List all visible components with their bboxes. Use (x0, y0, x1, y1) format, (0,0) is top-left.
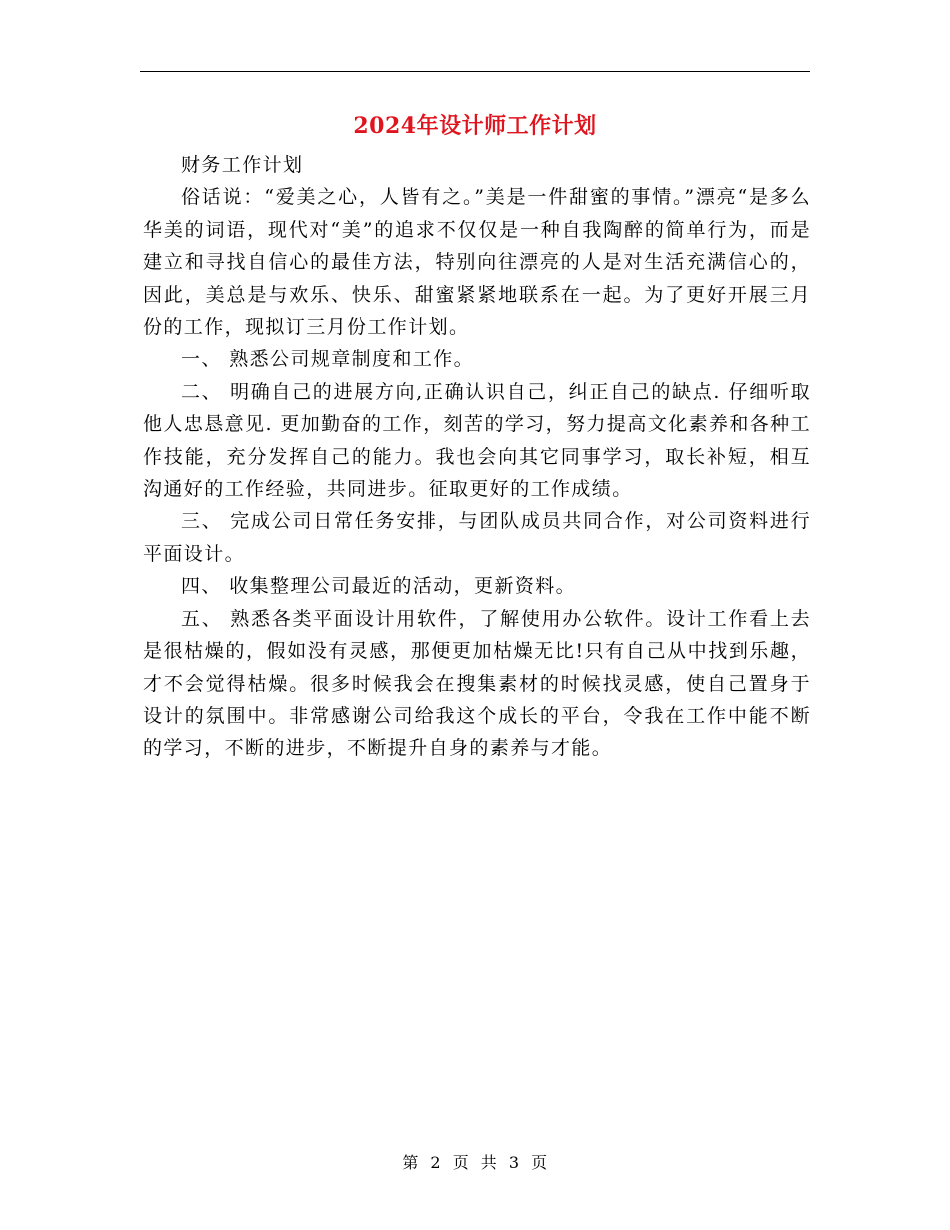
page-number: 第 2 页 共 3 页 (402, 1153, 548, 1172)
paragraph-item-4: 四、 收集整理公司最近的活动，更新资料。 (181, 575, 577, 598)
paragraph-subtitle: 财务工作计划 (181, 154, 304, 176)
paragraph-item-2: 二、 明确自己的进展方向,正确认识自己，纠正自己的缺点. 仔细听取他人忠恳意见. 更加勤奋的工作，刻苦的学习，努力提高文化素养和各种工作技能，充分发挥自己的能力。我也会向其它同事学习，取长补短，相互沟通好的工作经验，共同进步。征取更好的工作成绩。 (143, 380, 811, 501)
paragraph-intro: 俗话说：“爱美之心，人皆有之。”美是一件甜蜜的事情。”漂亮“是多么华美的词语，现代对“美”的追求不仅仅是一种自我陶醉的简单行为，而是建立和寻找自信心的最佳方法，特别向往漂亮的人是对生活充满信心的，因此，美总是与欢乐、快乐、甜蜜紧紧地联系在一起。为了更好开展三月份的工作，现拟订三月份工作计划。 (143, 186, 811, 339)
document-body (143, 149, 811, 765)
paragraph-item-1: 一、 熟悉公司规章制度和工作。 (181, 348, 475, 371)
header-rule (140, 71, 810, 72)
paragraph-item-5: 五、 熟悉各类平面设计用软件，了解使用办公软件。设计工作看上去是很枯燥的，假如没有灵感，那便更加枯燥无比!只有自己从中找到乐趣，才不会觉得枯燥。很多时候我会在搜集素材的时候找灵感，使自己置身于设计的氛围中。非常感谢公司给我这个成长的平台，令我在工作中能不断的学习，不断的进步，不断提升自身的素养与才能。 (143, 607, 811, 760)
document-title: 2024年设计师工作计划 (353, 113, 597, 139)
paragraph-item-3: 三、 完成公司日常任务安排，与团队成员共同合作，对公司资料进行平面设计。 (143, 510, 811, 565)
